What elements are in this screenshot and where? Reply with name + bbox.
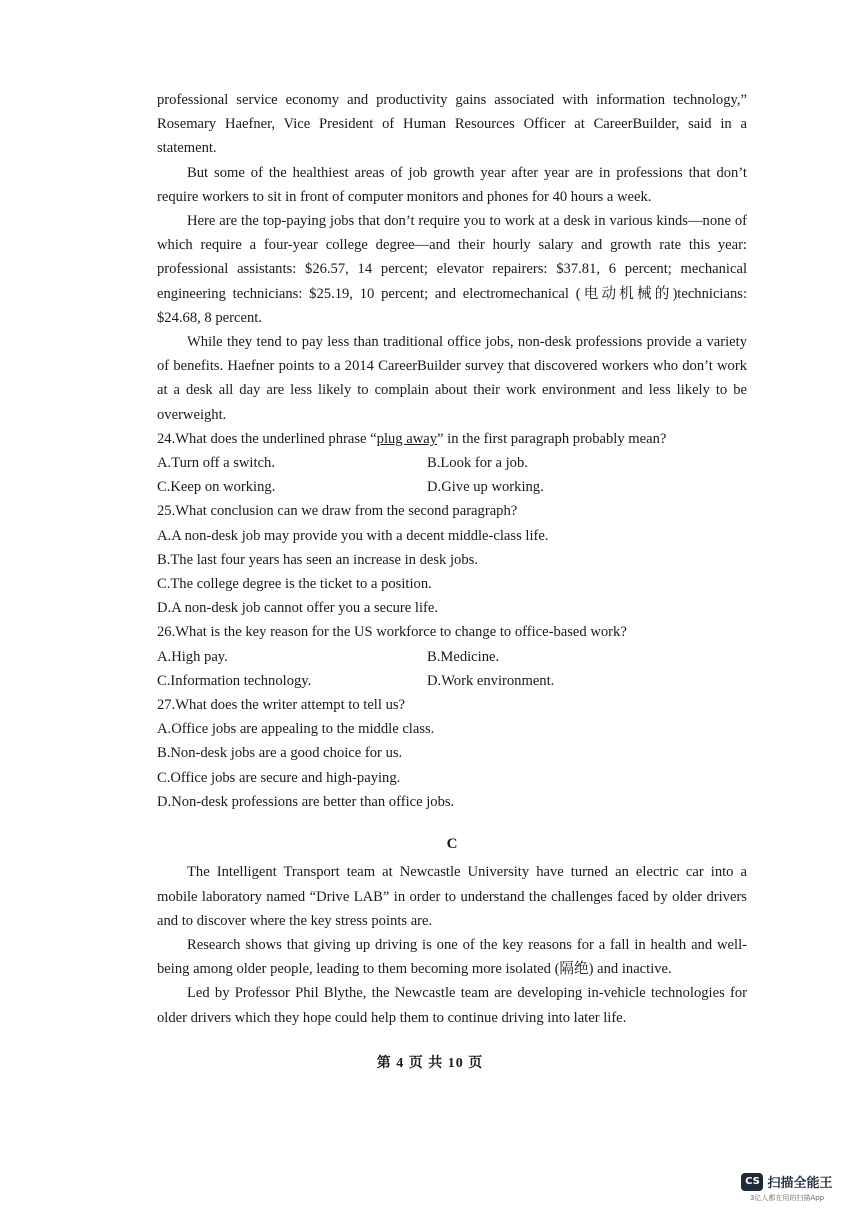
question-25-option-c: C.The college degree is the ticket to a position. xyxy=(157,576,432,593)
question-26 xyxy=(157,620,747,693)
passage-b-paragraph-4: While they tend to pay less than traditional office jobs, non-desk professions provide a variety of benefits. Haefner points to a 2014 CareerBuilder survey that discovered workers who don’t work at a desk all day are less likely to complain about their work environment and less likely to be overweight. xyxy=(157,334,747,423)
question-26-stem: 26.What is the key reason for the US workforce to change to office-based work? xyxy=(157,624,627,641)
question-24-stem-end: ” in the first paragraph probably mean? xyxy=(437,430,667,447)
question-24-option-c: C.Keep on working. xyxy=(157,479,276,496)
question-25-option-a: A.A non-desk job may provide you with a decent middle-class life. xyxy=(157,527,549,544)
passage-c-paragraph-2: Research shows that giving up driving is one of the key reasons for a fall in health and well-being among older people, leading to them becoming more isolated (隔绝) and inactive. xyxy=(157,936,747,978)
question-25-option-b: B.The last four years has seen an increase in desk jobs. xyxy=(157,551,478,568)
camscanner-logo-icon: CS xyxy=(741,1173,763,1191)
passage-b-paragraph-3: Here are the top-paying jobs that don’t require you to work at a desk in various kinds—none of which require a four-year college degree—and their hourly salary and growth rate this year: professional assistants: $26.57, 14 percent; elevator repairers: $37.81, 6 percent; mechanical engineering technicians: $25.19, 10 percent; and electromechanical (电动机械的)technicians: $24.68, 8 percent. xyxy=(157,213,747,326)
question-24-options-row-2 xyxy=(157,475,747,499)
question-27 xyxy=(157,693,747,814)
question-26-options-row-1 xyxy=(157,645,747,669)
section-c-heading: C xyxy=(446,836,458,853)
passage-b-intro-paragraph: professional service economy and productivity gains associated with information technology,” Rosemary Haefner, Vice President of Human Resources Officer at CareerBuilder, said in a statement. xyxy=(157,92,747,157)
passage-b-paragraph-2: But some of the healthiest areas of job growth year after year are in professions that don’t require workers to sit in front of computer monitors and phones for 40 hours a week. xyxy=(157,164,747,205)
question-27-option-d: D.Non-desk professions are better than office jobs. xyxy=(157,793,455,810)
question-27-option-c: C.Office jobs are secure and high-paying. xyxy=(157,769,401,786)
question-24 xyxy=(157,427,747,500)
question-26-options-row-2 xyxy=(157,669,747,693)
question-26-option-a: A.High pay. xyxy=(157,648,228,665)
passage-c-paragraph-1: The Intelligent Transport team at Newcastle University have turned an electric car into a mobile laboratory named “Drive LAB” in order to understand the challenges faced by older drivers and to discover where the key stress points are. xyxy=(157,864,747,929)
question-25-option-d: D.A non-desk job cannot offer you a secure life. xyxy=(157,600,438,617)
question-24-option-b: B.Look for a job. xyxy=(427,455,528,472)
question-24-options-row-1 xyxy=(157,451,747,475)
question-24-option-d: D.Give up working. xyxy=(427,479,544,496)
underlined-phrase: plug away xyxy=(376,430,438,447)
watermark-app-name: 扫描全能王 xyxy=(767,1176,833,1191)
question-25 xyxy=(157,499,747,620)
scanner-watermark xyxy=(732,1172,842,1203)
question-27-option-b: B.Non-desk jobs are a good choice for us. xyxy=(157,745,403,762)
watermark-brand xyxy=(732,1172,842,1191)
question-24-stem xyxy=(157,427,747,451)
question-24-option-a: A.Turn off a switch. xyxy=(157,455,275,472)
passage-c-paragraph-3: Led by Professor Phil Blythe, the Newcastle team are developing in-vehicle technologies for older drivers which they hope could help them to continue driving into later life. xyxy=(157,985,747,1026)
question-24-stem-start: 24.What does the underlined phrase “ xyxy=(157,430,377,447)
question-25-stem: 25.What conclusion can we draw from the second paragraph? xyxy=(157,503,518,520)
question-26-option-b: B.Medicine. xyxy=(427,648,500,665)
page-number-footer: 第 4 页 共 10 页 xyxy=(376,1056,484,1071)
question-27-option-a: A.Office jobs are appealing to the middle class. xyxy=(157,721,435,738)
document-page xyxy=(157,88,747,1030)
question-26-option-c: C.Information technology. xyxy=(157,672,312,689)
question-26-option-d: D.Work environment. xyxy=(427,672,555,689)
watermark-tagline: 3亿人都在用的扫描App xyxy=(749,1194,825,1202)
question-27-stem: 27.What does the writer attempt to tell us? xyxy=(157,697,406,714)
